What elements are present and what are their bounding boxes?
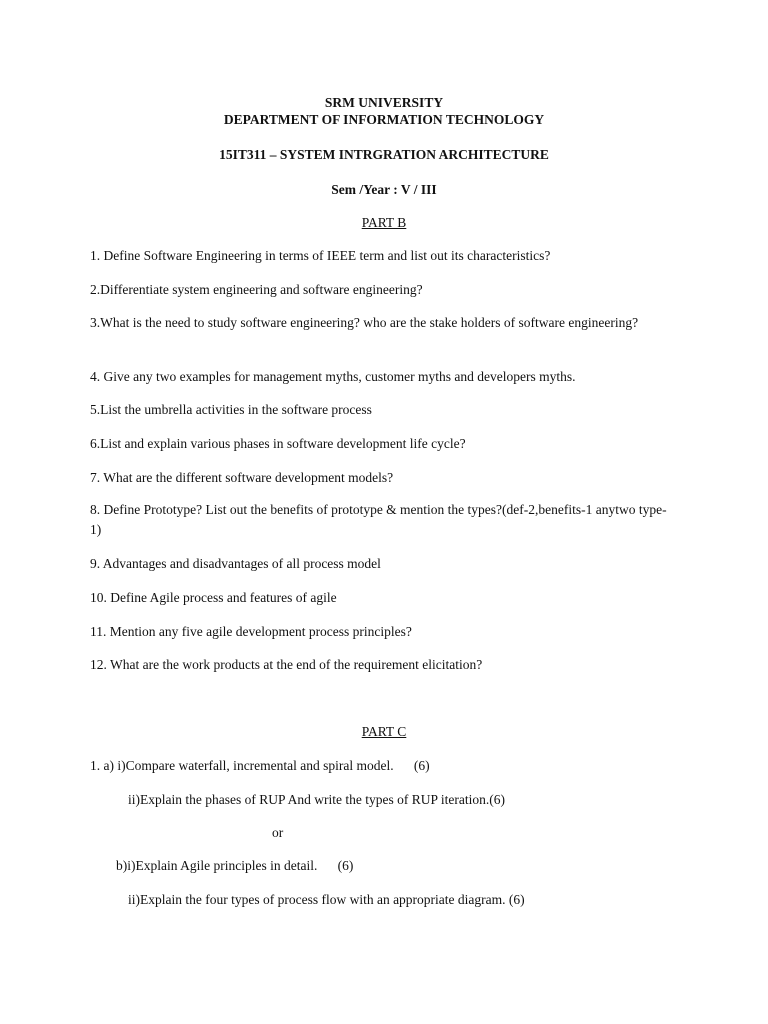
part-b-question-5: 5.List the umbrella activities in the software process xyxy=(90,402,372,417)
part-c-q1a-i: 1. a) i)Compare waterfall, incremental and spiral model. (6) xyxy=(90,758,430,773)
part-c-heading: PART C xyxy=(361,724,407,739)
course-title: 15IT311 – SYSTEM INTRGRATION ARCHITECTURE xyxy=(219,147,549,162)
part-c-q1b-i: b)i)Explain Agile principles in detail. (6) xyxy=(116,858,354,873)
part-b-question-8: 8. Define Prototype? List out the benefits of prototype & mention the types?(def-2,benefits-1 anytwo type-1) xyxy=(90,502,667,537)
part-b-heading: PART B xyxy=(361,215,407,230)
part-c-q1b-ii: ii)Explain the four types of process flow with an appropriate diagram. (6) xyxy=(128,892,525,907)
part-b-question-2: 2.Differentiate system engineering and software engineering? xyxy=(90,282,423,297)
part-b-question-3: 3.What is the need to study software engineering? who are the stake holders of software engineering? xyxy=(90,315,639,330)
part-b-question-4: 4. Give any two examples for management myths, customer myths and developers myths. xyxy=(90,369,576,384)
part-c-q1a-ii: ii)Explain the phases of RUP And write the types of RUP iteration.(6) xyxy=(128,792,505,807)
department-title: DEPARTMENT OF INFORMATION TECHNOLOGY xyxy=(223,112,545,127)
part-b-question-6: 6.List and explain various phases in software development life cycle? xyxy=(90,436,466,451)
part-c-or: or xyxy=(272,825,284,840)
part-b-question-10: 10. Define Agile process and features of agile xyxy=(90,590,337,605)
part-b-question-12: 12. What are the work products at the end of the requirement elicitation? xyxy=(90,657,483,672)
university-title: SRM UNIVERSITY xyxy=(324,95,444,110)
part-b-question-1: 1. Define Software Engineering in terms of IEEE term and list out its characteristics? xyxy=(90,248,551,263)
part-b-question-9: 9. Advantages and disadvantages of all process model xyxy=(90,556,381,571)
sem-year: Sem /Year : V / III xyxy=(331,182,437,197)
part-b-question-11: 11. Mention any five agile development process principles? xyxy=(90,624,412,639)
part-b-question-7: 7. What are the different software development models? xyxy=(90,470,394,485)
